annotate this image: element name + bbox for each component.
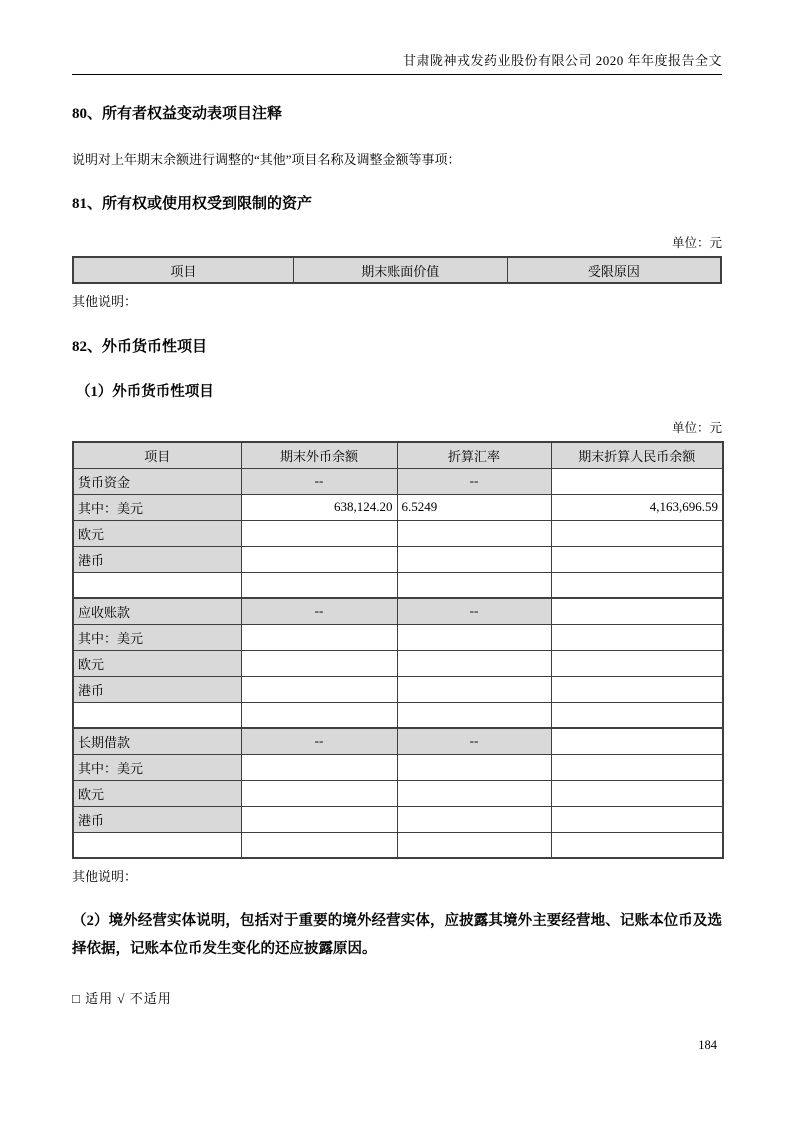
section-80-body: 说明对上年期末余额进行调整的“其他”项目名称及调整金额等事项： [72, 152, 461, 167]
cell-item [73, 702, 241, 728]
cell-exchange-rate [397, 702, 551, 728]
cell-item [73, 832, 241, 858]
header-exchange-rate: 折算汇率 [397, 442, 551, 468]
table-row [73, 520, 723, 546]
unit-label-82: 单位：元 [671, 421, 722, 435]
cell-exchange-rate: -- [397, 728, 551, 754]
cell-cny-balance [551, 806, 723, 832]
cell-fx-balance [241, 780, 397, 806]
table-row [73, 676, 723, 702]
cell-exchange-rate [397, 780, 551, 806]
header-item: 项目 [73, 442, 241, 468]
cell-item: 其中：美元 [73, 494, 241, 520]
table-row [73, 832, 723, 858]
cell-fx-balance [241, 702, 397, 728]
cell-exchange-rate: -- [397, 468, 551, 494]
cell-cny-balance [551, 832, 723, 858]
table-row [73, 650, 723, 676]
header-cny-balance: 期末折算人民币余额 [551, 442, 723, 468]
table-row [73, 468, 723, 494]
cell-item: 应收账款 [73, 598, 241, 624]
cell-exchange-rate [397, 520, 551, 546]
cell-exchange-rate [397, 650, 551, 676]
cell-fx-balance [241, 624, 397, 650]
cell-cny-balance [551, 754, 723, 780]
cell-cny-balance [551, 572, 723, 598]
cell-cny-balance [551, 780, 723, 806]
cell-exchange-rate: -- [397, 598, 551, 624]
cell-fx-balance: -- [241, 598, 397, 624]
header-fx-balance: 期末外币余额 [241, 442, 397, 468]
page-number: 184 [698, 1038, 717, 1052]
table-row [73, 598, 723, 624]
cell-exchange-rate [397, 754, 551, 780]
cell-fx-balance [241, 806, 397, 832]
cell-item: 欧元 [73, 780, 241, 806]
cell-cny-balance: 4,163,696.59 [551, 494, 723, 520]
cell-cny-balance [551, 520, 723, 546]
cell-exchange-rate: 6.5249 [397, 494, 551, 520]
cell-fx-balance [241, 546, 397, 572]
foreign-currency-table [72, 441, 724, 859]
unit-label-81: 单位：元 [671, 236, 722, 250]
cell-cny-balance [551, 546, 723, 572]
cell-item: 欧元 [73, 520, 241, 546]
cell-exchange-rate [397, 572, 551, 598]
table-row [73, 572, 723, 598]
cell-item: 其中：美元 [73, 624, 241, 650]
table-row [73, 702, 723, 728]
table-header-row [73, 442, 723, 468]
cell-item: 欧元 [73, 650, 241, 676]
header-book-value: 期末账面价值 [293, 257, 507, 283]
section-80-heading: 80、所有者权益变动表项目注释 [72, 106, 283, 122]
section-82-heading: 82、外币货币性项目 [72, 339, 208, 355]
cell-fx-balance: -- [241, 468, 397, 494]
table-row [73, 754, 723, 780]
cell-cny-balance [551, 624, 723, 650]
cell-exchange-rate [397, 624, 551, 650]
cell-item: 港币 [73, 676, 241, 702]
cell-fx-balance [241, 572, 397, 598]
section-82-sub1-heading: （1）外币货币性项目 [76, 384, 214, 400]
cell-exchange-rate [397, 832, 551, 858]
cell-item: 港币 [73, 546, 241, 572]
header-restriction-reason: 受限原因 [507, 257, 721, 283]
cell-item: 其中：美元 [73, 754, 241, 780]
cell-exchange-rate [397, 806, 551, 832]
table-row [73, 780, 723, 806]
cell-fx-balance: 638,124.20 [241, 494, 397, 520]
running-header: 甘肃陇神戎发药业股份有限公司 2020 年年度报告全文 [72, 0, 722, 75]
cell-cny-balance [551, 702, 723, 728]
table-row [73, 624, 723, 650]
cell-fx-balance [241, 676, 397, 702]
section-81-heading: 81、所有权或使用权受到限制的资产 [72, 196, 313, 212]
cell-cny-balance [551, 598, 723, 624]
cell-exchange-rate [397, 676, 551, 702]
cell-cny-balance [551, 676, 723, 702]
other-note-82: 其他说明： [72, 869, 138, 884]
cell-fx-balance [241, 650, 397, 676]
cell-item: 长期借款 [73, 728, 241, 754]
table-header-row [73, 257, 721, 283]
cell-item: 货币资金 [73, 468, 241, 494]
table-row [73, 806, 723, 832]
cell-cny-balance [551, 728, 723, 754]
table-row [73, 728, 723, 754]
other-note-81: 其他说明： [72, 294, 138, 309]
applicability-line: □ 适用 √ 不适用 [72, 990, 172, 1006]
table-row [73, 494, 723, 520]
cell-item [73, 572, 241, 598]
header-item: 项目 [73, 257, 293, 283]
cell-item: 港币 [73, 806, 241, 832]
section-82-sub2-paragraph: （2）境外经营实体说明，包括对于重要的境外经营实体，应披露其境外主要经营地、记账本位币及选择依据，记账本位币发生变化的还应披露原因。 [72, 913, 722, 958]
restricted-assets-table [72, 256, 722, 284]
cell-cny-balance [551, 650, 723, 676]
cell-cny-balance [551, 468, 723, 494]
table-row [73, 546, 723, 572]
cell-fx-balance [241, 754, 397, 780]
cell-fx-balance [241, 832, 397, 858]
cell-fx-balance [241, 520, 397, 546]
cell-exchange-rate [397, 546, 551, 572]
cell-fx-balance: -- [241, 728, 397, 754]
